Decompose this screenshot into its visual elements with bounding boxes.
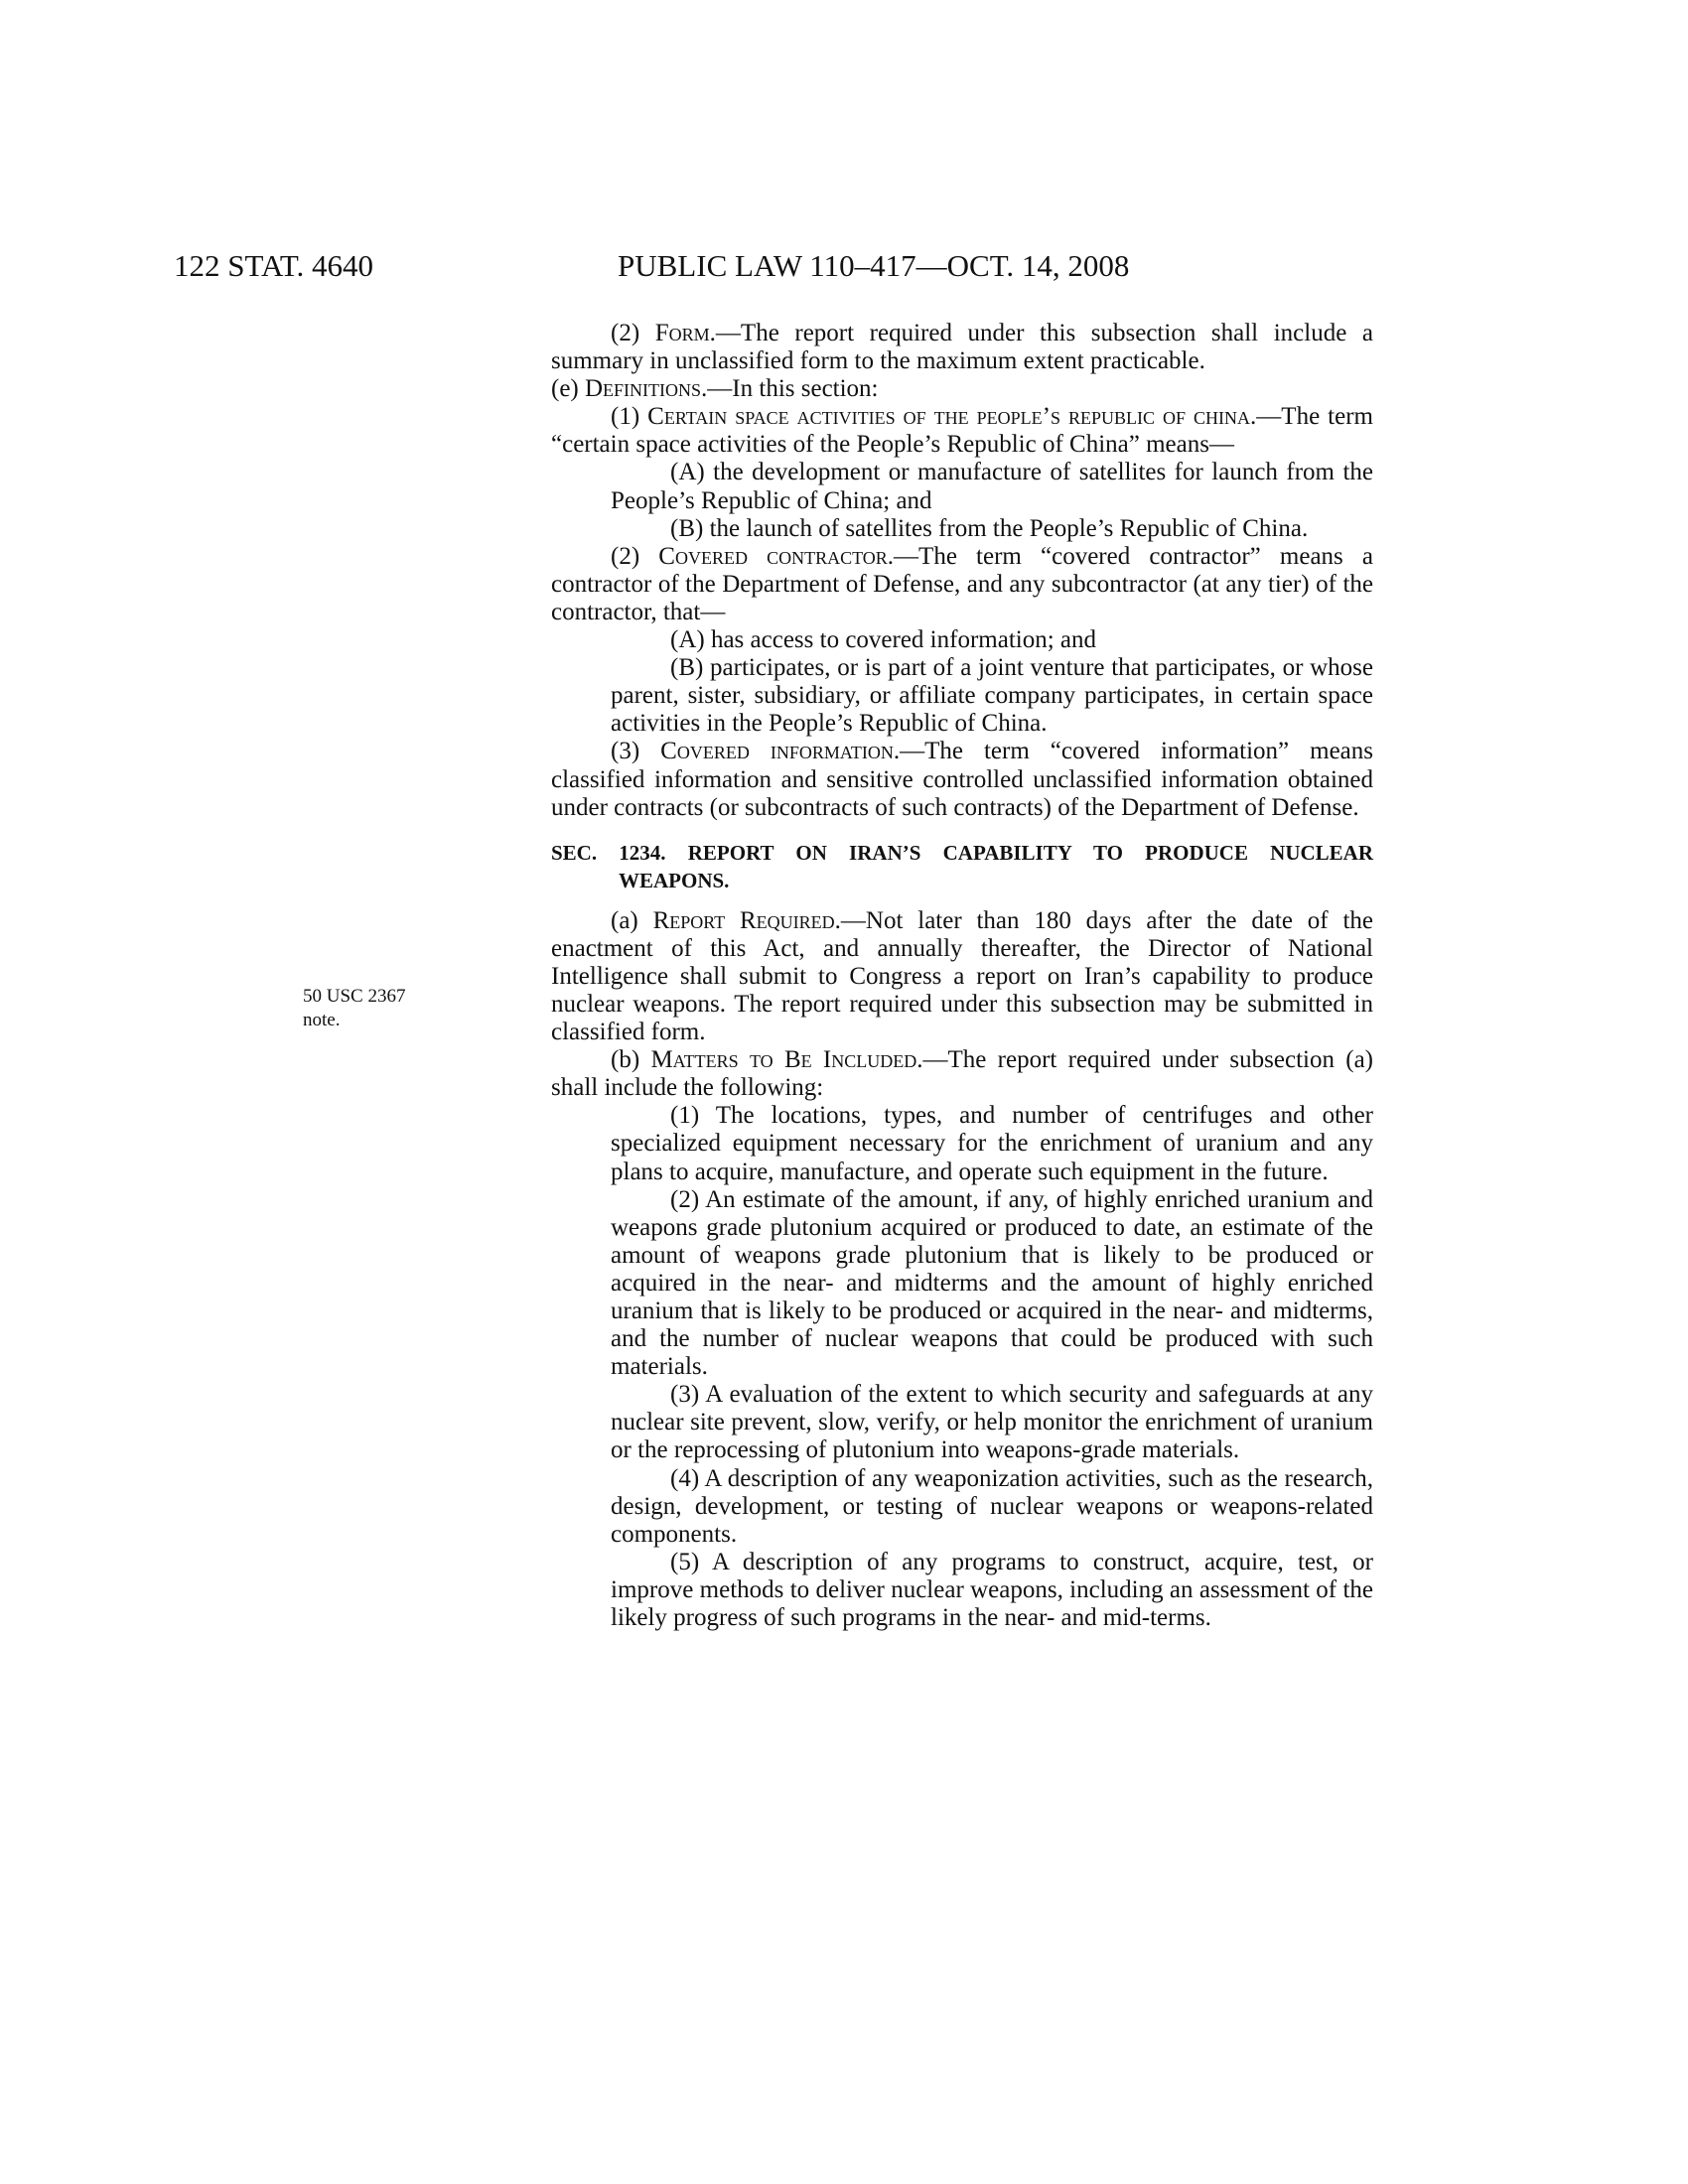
matter-item-3: (3) A evaluation of the extent to which security and safeguards at any nuclear site prevent, slow, verify, or help monitor the enrichment of uranium or the reprocessing of plutonium into weapons-grade materials. (611, 1381, 1373, 1464)
paragraph-definitions: (e) Definitions.—In this section: (551, 375, 879, 403)
stat-page-number: 122 STAT. 4640 (174, 248, 374, 283)
margin-note-line2: note. (303, 1010, 341, 1030)
definition-2-subitem-b: (B) participates, or is part of a joint venture that participates, or whose parent, sister, subsidiary, or affiliate company participates, in certain space activities in the People’s Republic of China. (611, 654, 1373, 738)
definition-1-subitem-a: (A) the development or manufacture of satellites for launch from the People’s Republic of China; and (611, 459, 1373, 514)
definition-covered-information: (3) Covered information.—The term “covered information” means classified information and sensitive controlled unclassified information obtained under contracts (or subcontracts of such contracts) of the Department of Defense. (551, 738, 1373, 821)
paragraph-form: (2) Form.—The report required under this subsection shall include a summary in unclassified form to the maximum extent practicable. (551, 320, 1373, 375)
margin-citation-note (303, 985, 442, 1032)
body-text-column (551, 320, 1373, 1632)
margin-note-line1: 50 USC 2367 (303, 986, 406, 1007)
definition-certain-space-activities: (1) Certain space activities of the people’s republic of china.—The term “certain space activities of the People’s Republic of China” means— (551, 403, 1373, 459)
matter-item-2: (2) An estimate of the amount, if any, of highly enriched uranium and weapons grade plutonium acquired or produced to date, an estimate of the amount of weapons grade plutonium that is likely to be produced or acquired in the near- and midterms and the amount of highly enriched uranium that is likely to be produced or acquired in the near- and midterms, and the number of nuclear weapons that could be produced with such materials. (611, 1185, 1373, 1381)
matter-item-1: (1) The locations, types, and number of centrifuges and other specialized equipment necessary for the enrichment of uranium and any plans to acquire, manufacture, and operate such equipment in the future. (611, 1102, 1373, 1185)
subsection-a-report-required: (a) Report Required.—Not later than 180 days after the date of the enactment of this Act, and annually thereafter, the Director of National Intelligence shall submit to Congress a report on Iran’s capability to produce nuclear weapons. The report required under this subsection may be submitted in classified form. (551, 906, 1373, 1046)
section-heading: SEC. 1234. REPORT ON IRAN’S CAPABILITY TO PRODUCE NUCLEAR (551, 840, 1373, 865)
subsection-b-matters-included: (b) Matters to Be Included.—The report required under subsection (a) shall include the following: (551, 1046, 1374, 1102)
definition-2-subitem-a: (A) has access to covered information; and (670, 626, 1097, 654)
definition-covered-contractor: (2) Covered contractor.—The term “covered contractor” means a contractor of the Department of Defense, and any subcontractor (at any tier) of the contractor, that— (551, 542, 1374, 625)
running-head-title: PUBLIC LAW 110–417—OCT. 14, 2008 (618, 248, 1130, 283)
section-heading-continued: WEAPONS. (619, 868, 730, 892)
definition-1-subitem-b: (B) the launch of satellites from the People’s Republic of China. (670, 514, 1309, 542)
matter-item-5: (5) A description of any programs to construct, acquire, test, or improve methods to deliver nuclear weapons, including an assessment of the likely progress of such programs in the near- and mid-terms. (611, 1548, 1373, 1632)
matter-item-4: (4) A description of any weaponization activities, such as the research, design, development, or testing of nuclear weapons or weapons-related components. (611, 1464, 1373, 1548)
